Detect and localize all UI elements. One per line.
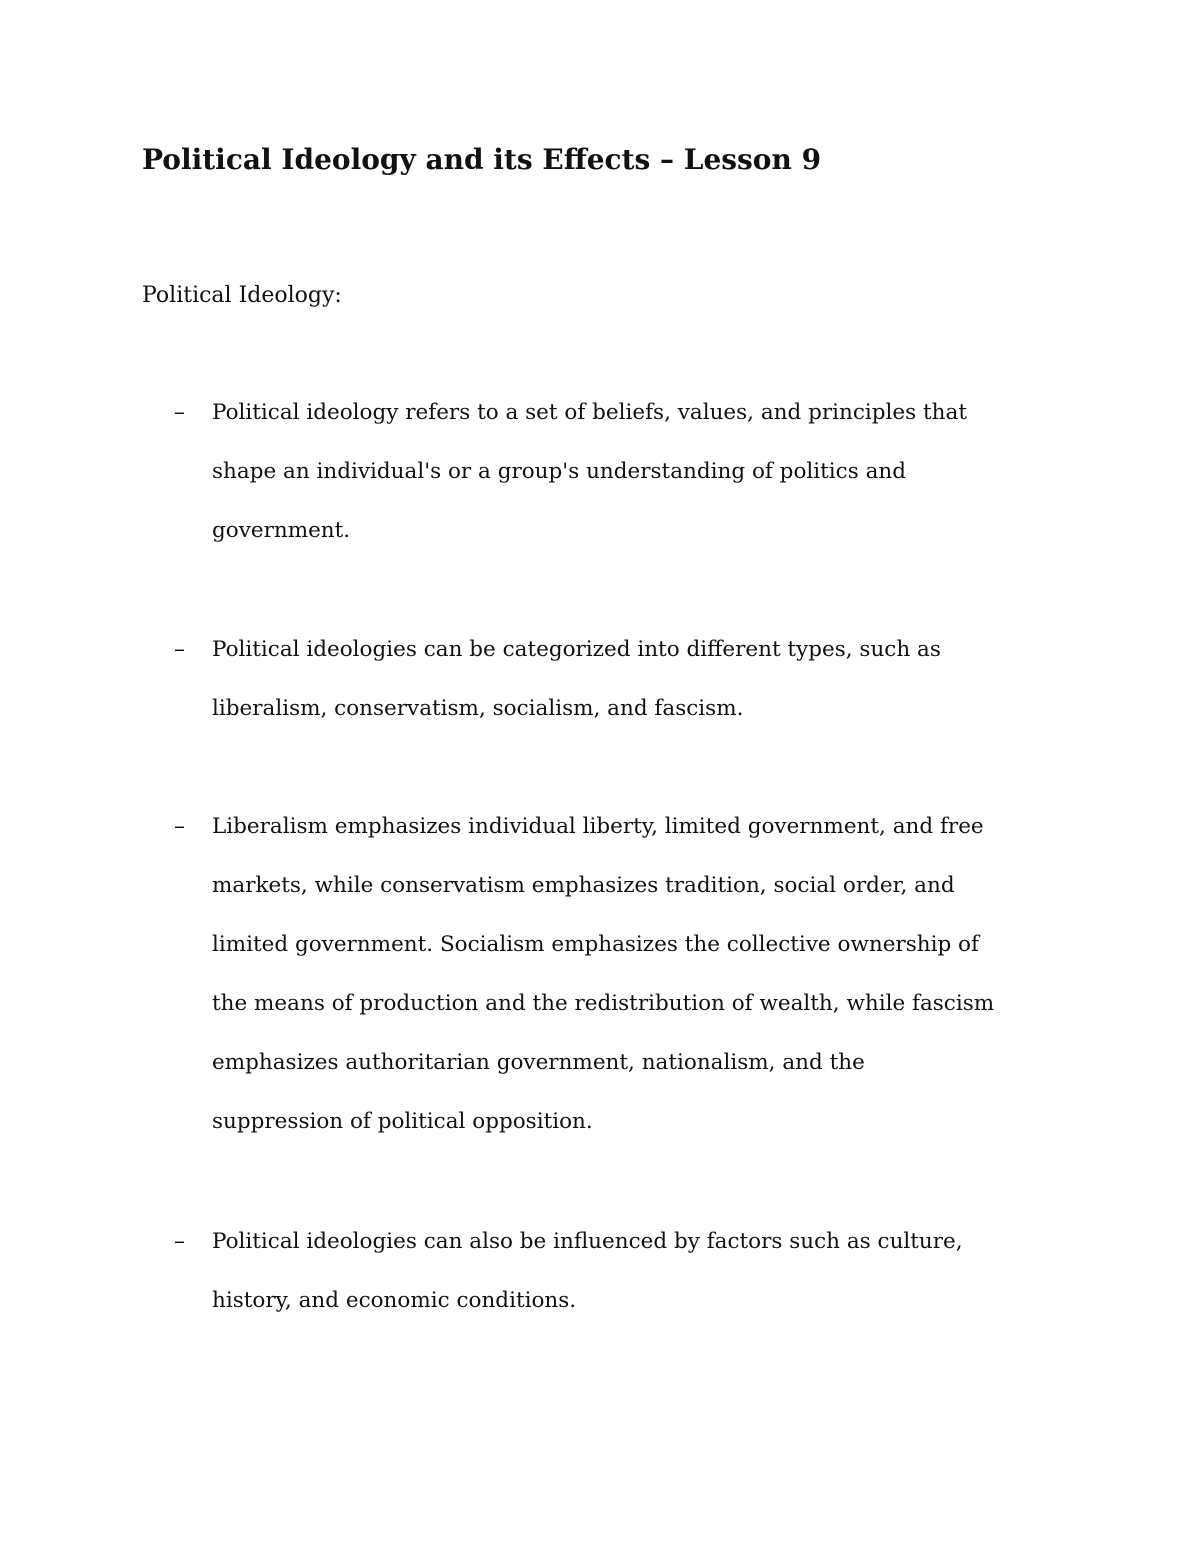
bullet-line: limited government. Socialism emphasizes the collective ownership of — [212, 932, 979, 957]
bullet-line: government. — [212, 518, 351, 543]
section-heading: Political Ideology: — [142, 283, 342, 308]
bullet-line: Political ideologies can be categorized into different types, such as — [212, 637, 941, 662]
bullet-line: shape an individual's or a group's understanding of politics and — [212, 459, 906, 484]
bullet-line: Liberalism emphasizes individual liberty, limited government, and free — [212, 814, 984, 839]
bullet-dash: – — [174, 400, 185, 425]
bullet-line: liberalism, conservatism, socialism, and fascism. — [212, 696, 744, 721]
bullet-line: the means of production and the redistribution of wealth, while fascism — [212, 991, 995, 1016]
bullet-line: emphasizes authoritarian government, nationalism, and the — [212, 1050, 865, 1075]
bullet-line: history, and economic conditions. — [212, 1288, 577, 1313]
bullet-dash: – — [174, 637, 185, 662]
bullet-line: Political ideologies can also be influenced by factors such as culture, — [212, 1229, 963, 1254]
bullet-line: Political ideology refers to a set of beliefs, values, and principles that — [212, 400, 967, 425]
bullet-dash: – — [174, 814, 185, 839]
document-title: Political Ideology and its Effects – Lesson 9 — [142, 143, 822, 176]
bullet-line: markets, while conservatism emphasizes tradition, social order, and — [212, 873, 955, 898]
bullet-dash: – — [174, 1229, 185, 1254]
bullet-line: suppression of political opposition. — [212, 1109, 593, 1134]
